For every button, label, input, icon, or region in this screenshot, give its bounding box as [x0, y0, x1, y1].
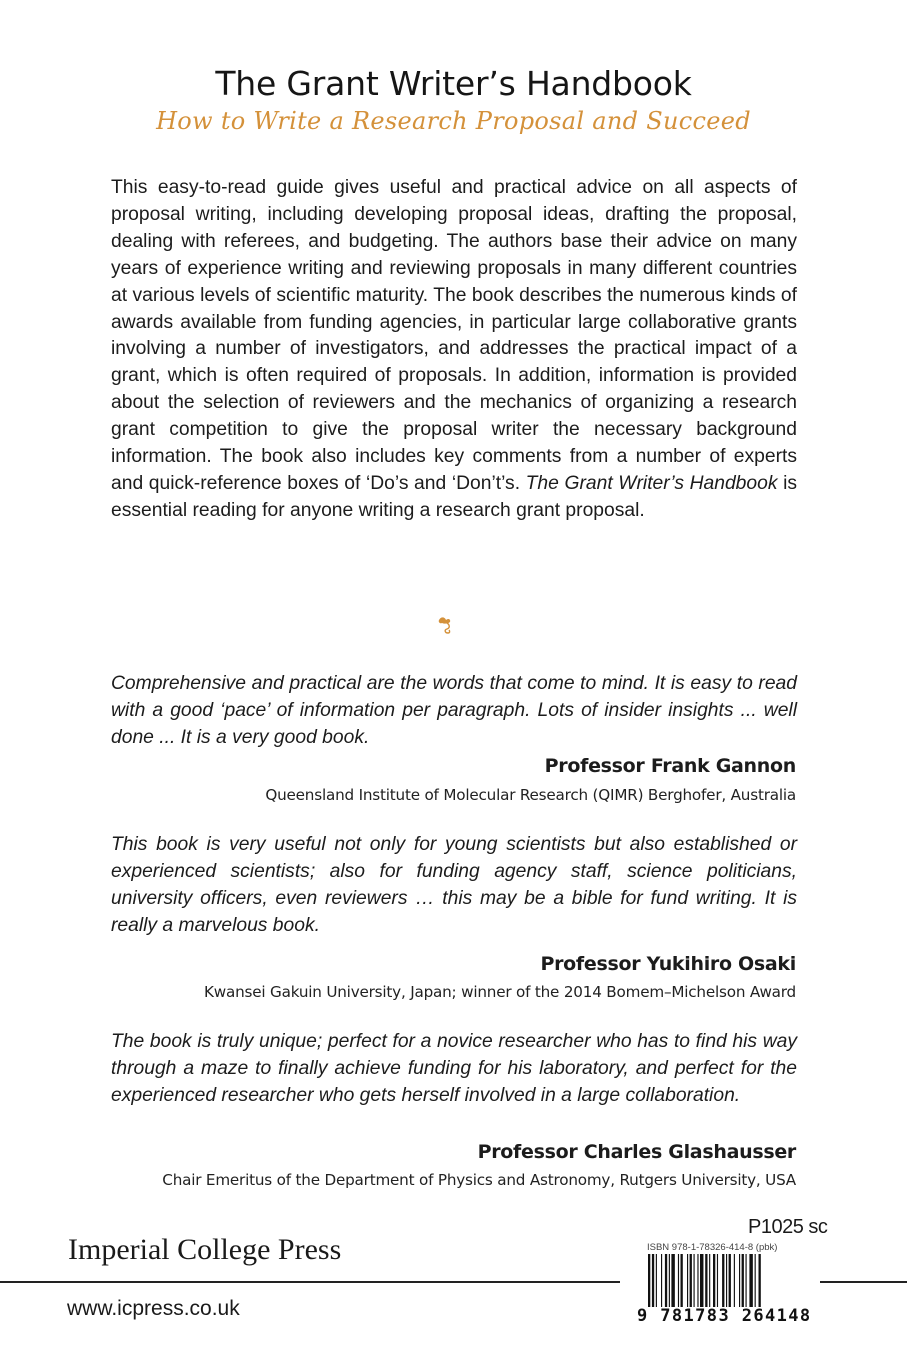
price-code: P1025 sc — [748, 1216, 828, 1238]
testimonial-affiliation: Kwansei Gakuin University, Japan; winner of the 2014 Bomem–Michelson Award — [204, 983, 796, 1001]
description-book-title: The Grant Writer’s Handbook — [525, 472, 778, 494]
description-text-1: This easy-to-read guide gives useful and practical advice on all aspects of proposal writing, including developing proposal ideas, drafting the proposal, dealing with referees, and budgeting. The authors base their advice on many years of experience writing and reviewing proposals in many different countries at various levels of scientific maturity. The book describes the numerous kinds of awards available from funding agencies, in particular large collaborative grants involving a number of investigators, and addresses the practical impact of a grant, which is often required of proposals. In addition, information is provided about the selection of reviewers and the mechanics of organizing a research grant competition to give the proposal writer the necessary background information. The book also includes key comments from a number of experts and quick-reference boxes of ‘Do’s and ‘Don’t’s. — [111, 177, 797, 494]
testimonial-author: Professor Yukihiro Osaki — [540, 953, 796, 975]
book-description — [111, 175, 797, 525]
testimonial-author: Professor Charles Glashausser — [477, 1141, 796, 1163]
fleuron-ornament-icon — [436, 614, 456, 638]
testimonial-quote: Comprehensive and practical are the words that come to mind. It is easy to read with a good ‘pace’ of information per paragraph. Lots of insider insights ... well done ... It is a very good book. — [111, 673, 797, 748]
description-text-2: is essential reading for anyone writing a research grant proposal. — [111, 472, 798, 521]
testimonial-author: Professor Frank Gannon — [544, 755, 796, 777]
divider-line — [0, 1281, 620, 1283]
barcode-digits: 9 781783 264148 — [637, 1306, 812, 1326]
isbn-label: ISBN 978-1-78326-414-8 (pbk) — [647, 1242, 778, 1253]
publisher-name: Imperial College Press — [68, 1233, 342, 1266]
testimonial-quote: The book is truly unique; perfect for a novice researcher who has to find his way through a maze to finally achieve funding for his laboratory, and perfect for the experienced researcher who gets herself involved in a large collaboration. — [111, 1031, 797, 1106]
book-title: The Grant Writer’s Handbook — [215, 64, 692, 103]
divider-line — [820, 1281, 907, 1283]
book-subtitle: How to Write a Research Proposal and Succeed — [156, 107, 751, 135]
publisher-website-link[interactable]: www.icpress.co.uk — [67, 1297, 240, 1320]
testimonial-affiliation: Chair Emeritus of the Department of Physics and Astronomy, Rutgers University, USA — [162, 1171, 796, 1189]
testimonial-quote: This book is very useful not only for young scientists but also established or experienced scientists; also for funding agency staff, science politicians, university officers, even reviewers … this may be a bible for fund writing. It is really a marvelous book. — [111, 834, 797, 936]
testimonial-affiliation: Queensland Institute of Molecular Research (QIMR) Berghofer, Australia — [265, 786, 796, 804]
